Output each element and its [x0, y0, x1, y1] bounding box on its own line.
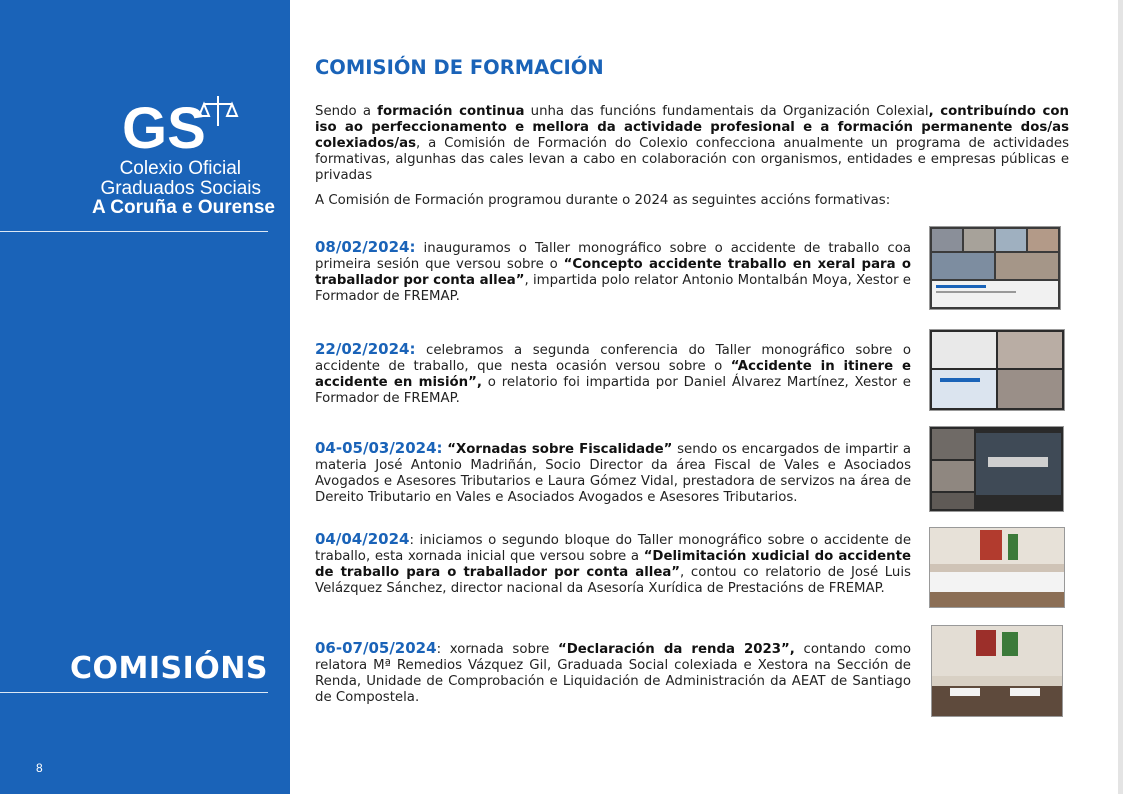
- entry-date: 06-07/05/2024: [315, 639, 437, 657]
- presentation-table-photo: [931, 625, 1063, 717]
- svg-text:GS: GS: [122, 96, 206, 156]
- intro-text-2: unha das funcións fundamentais da Organización Colexial: [524, 104, 929, 119]
- page-edge-strip: [1118, 0, 1123, 794]
- entry-text: , contou co relatorio de José Luis Velázquez Sánchez, director nacional da Asesoría Xurídica de Prestacións de FREMAP.: [315, 565, 911, 596]
- entry-text: celebramos a segunda conferencia do Taller monográfico sobre o accidente de traballo, que nesta ocasión versou sobre o: [315, 343, 911, 374]
- entry-topic: “Delimitación xudicial do accidente de traballo para o traballador por conta allea”: [315, 549, 912, 580]
- sidebar: [0, 0, 290, 794]
- page-title: COMISIÓN DE FORMACIÓN: [315, 56, 604, 79]
- logo-text-line-3: A Coruña e Ourense: [91, 197, 275, 218]
- intro-text-3: , a Comisión de Formación do Colexio confecciona anualmente un programa de actividades formativas, algunhas das cales levan a cabo en colaboración con organismos, entidades e empresas públicas e privadas: [315, 136, 1069, 183]
- conference-room-photo: [929, 527, 1065, 608]
- entry-date: 04-05/03/2024:: [315, 439, 443, 457]
- videoconference-photo-1: [929, 226, 1061, 310]
- logo-text-line-1: Colexio Oficial: [119, 158, 241, 179]
- entry-date: 22/02/2024:: [315, 340, 416, 358]
- entry-text: , impartida polo relator Antonio Montalbán Moya, Xestor e Formador de FREMAP.: [315, 273, 911, 304]
- entry-text: : iniciamos o segundo bloque do Taller monográfico sobre o accidente de traballo, esta xornada inicial que versou sobre a: [315, 533, 911, 564]
- entry-topic: “Concepto accidente traballo en xeral para o traballador por conta allea”: [315, 257, 911, 288]
- gs-logo-icon: [120, 96, 240, 156]
- lead-paragraph: A Comisión de Formación programou durante o 2024 as seguintes accións formativas:: [315, 193, 891, 208]
- videoconference-photo-3: [929, 426, 1064, 512]
- entry-topic: “Xornadas sobre Fiscalidade”: [447, 442, 673, 457]
- entry-date: 08/02/2024:: [315, 238, 416, 256]
- videoconference-photo-2: [929, 329, 1065, 411]
- entry-text: o relatorio foi impartida por Daniel Álvarez Martínez, Xestor e Formador de FREMAP.: [315, 375, 911, 406]
- sidebar-divider-bottom: [0, 692, 268, 693]
- entry-text: sendo os encargados de impartir a materia José Antonio Madriñán, Socio Director da área Fiscal de Vales e Asociados Avogados e Asesores Tributarios e Laura Gómez Vidal, prestadora de servizos na área de Dereito Tributario en Vales e Asociados Avogados e Asesores Tributarios.: [315, 442, 911, 505]
- training-entry: [315, 341, 911, 407]
- entry-topic: “Accidente in itinere e accidente en misión”,: [315, 359, 911, 390]
- intro-text-1: Sendo a: [315, 104, 378, 119]
- sidebar-section-title: COMISIÓNS: [69, 651, 268, 686]
- entry-text: inauguramos o Taller monográfico sobre o accidente de traballo coa primeira sesión que versou sobre o: [315, 241, 911, 272]
- intro-paragraph: [315, 104, 1069, 184]
- entry-text: : xornada sobre: [436, 642, 558, 657]
- logo-text-line-2: Graduados Sociais: [100, 178, 261, 199]
- training-entry: [315, 640, 911, 706]
- entry-topic: “Declaración da renda 2023”,: [557, 642, 795, 657]
- entry-text: contando como relatora Mª Remedios Vázquez Gil, Graduada Social colexiada e Xestora na Sección de Renda, Unidade de Comprobación e Liquidación de Administración da AEAT de Santiago de Compostela.: [315, 642, 911, 705]
- training-entry: [315, 239, 911, 305]
- sidebar-divider-top: [0, 231, 268, 232]
- intro-bold-2: , contribuíndo con iso ao perfeccionamento e mellora da actividade profesional e a formación permanente dos/as colexiados/as: [315, 104, 1069, 151]
- intro-bold-1: formación continua: [377, 104, 525, 119]
- colexio-logo: [60, 96, 275, 221]
- entry-date: 04/04/2024: [315, 530, 410, 548]
- training-entry: [315, 440, 911, 506]
- training-entry: [315, 531, 911, 597]
- page-number: 8: [36, 761, 43, 775]
